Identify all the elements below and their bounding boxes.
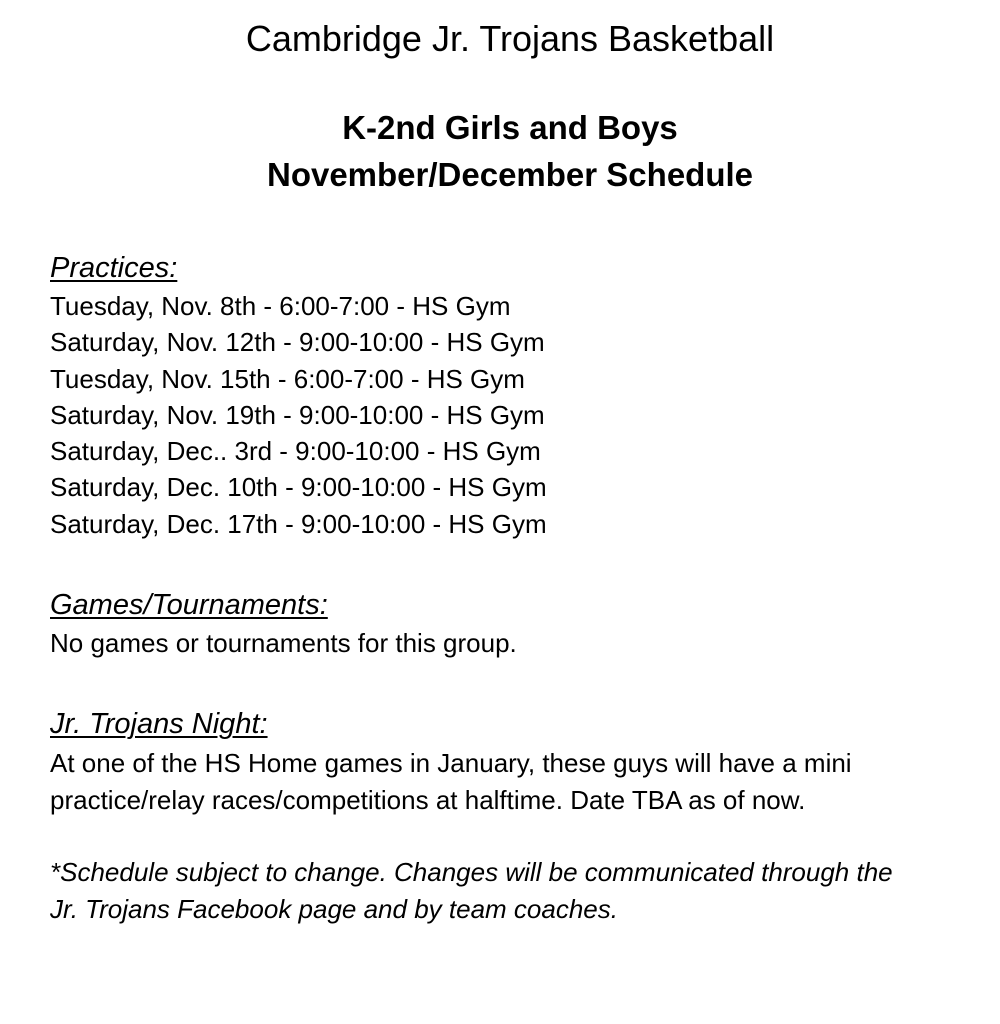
games-heading: Games/Tournaments: xyxy=(50,589,328,621)
jr-trojans-night-heading: Jr. Trojans Night: xyxy=(50,708,268,740)
schedule-note-line1: *Schedule subject to change. Changes will be communicated through the xyxy=(50,857,893,887)
practice-item: Saturday, Nov. 19th - 9:00-10:00 - HS Gym xyxy=(50,399,545,430)
games-text: No games or tournaments for this group. xyxy=(50,628,517,658)
schedule-note-line2: Jr. Trojans Facebook page and by team coaches. xyxy=(50,894,618,924)
practice-item: Tuesday, Nov. 15th - 6:00-7:00 - HS Gym xyxy=(50,363,525,394)
practice-list xyxy=(50,288,547,542)
jr-trojans-night-text-line2: practice/relay races/competitions at halftime. Date TBA as of now. xyxy=(50,785,806,815)
document-subtitle-schedule: November/December Schedule xyxy=(266,156,754,193)
practice-item: Tuesday, Nov. 8th - 6:00-7:00 - HS Gym xyxy=(50,291,511,321)
practice-item: Saturday, Nov. 12th - 9:00-10:00 - HS Gym xyxy=(50,327,545,358)
practice-item: Saturday, Dec. 17th - 9:00-10:00 - HS Gym xyxy=(50,508,547,539)
document-subtitle-group: K-2nd Girls and Boys xyxy=(342,109,678,146)
practice-item: Saturday, Dec.. 3rd - 9:00-10:00 - HS Gym xyxy=(50,436,541,467)
jr-trojans-night-text-line1: At one of the HS Home games in January, these guys will have a mini xyxy=(50,748,852,778)
document-title: Cambridge Jr. Trojans Basketball xyxy=(245,18,775,59)
practice-item: Saturday, Dec. 10th - 9:00-10:00 - HS Gym xyxy=(50,472,547,503)
practices-heading: Practices: xyxy=(50,252,178,284)
